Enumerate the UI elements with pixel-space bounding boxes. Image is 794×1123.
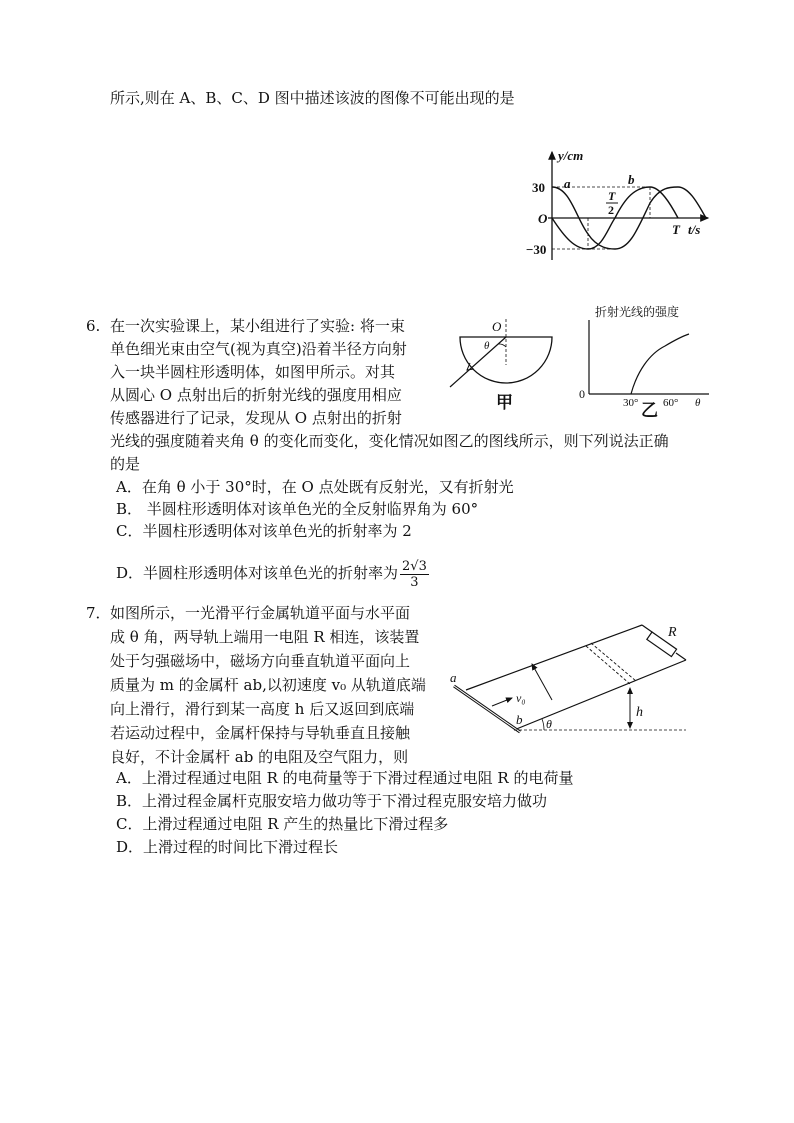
q6-line-6: 光线的强度随着夹角 θ 的变化而变化，变化情况如图乙的图线所示，则下列说法正确 [110, 432, 669, 450]
q6-option-d-denominator: 3 [410, 574, 419, 590]
yi-tick-60: 60° [663, 397, 679, 409]
yi-x-var: θ [695, 397, 701, 409]
q6-option-d-text: D．半圆柱形透明体对该单色光的折射率为 [116, 564, 399, 582]
q7-option-a: A．上滑过程通过电阻 R 的电荷量等于下滑过程通过电阻 R 的电荷量 [116, 769, 574, 787]
resistor-label: R [668, 625, 677, 640]
yi-tick-30: 30° [623, 397, 639, 409]
wave-half-period-num: T [608, 189, 616, 203]
wave-x-label: t/s [688, 222, 701, 237]
q7-line-7: 良好，不计金属杆 ab 的电阻及空气阻力，则 [110, 748, 409, 766]
velocity-arrow [492, 698, 512, 706]
q6-number: 6. [86, 317, 101, 335]
field-arrow [532, 664, 552, 700]
yi-curve [631, 334, 689, 394]
q6-line-1: 在一次实验课上，某小组进行了实验: 将一束 [110, 317, 405, 335]
wave-origin: O [538, 211, 548, 226]
q7-line-5: 向上滑行，滑行到某一高度 h 后又返回到底端 [110, 700, 415, 718]
wave-tick-neg30: −30 [526, 242, 547, 257]
q7-line-6: 若运动过程中，金属杆保持与导轨垂直且接触 [110, 724, 411, 742]
incline-angle: θ [546, 717, 552, 731]
jia-label: 甲 [496, 393, 513, 413]
fig-jia-semicircle [440, 315, 560, 415]
wave-y-label: y/cm [558, 148, 584, 163]
wave-label-a: a [564, 176, 571, 191]
q7-option-c: C．上滑过程通过电阻 R 产生的热量比下滑过程多 [116, 815, 449, 833]
q6-option-d-fraction [400, 559, 429, 590]
fig-yi-intensity-chart [575, 302, 715, 422]
rod-label-a: a [450, 670, 457, 685]
q7-number: 7． [86, 604, 111, 622]
q6-option-c: C．半圆柱形透明体对该单色光的折射率为 2 [116, 522, 412, 540]
q6-line-4: 从圆心 O 点射出后的折射光线的强度用相应 [110, 386, 402, 404]
rod-label-b: b [516, 712, 523, 727]
q7-line-1: 如图所示，一光滑平行金属轨道平面与水平面 [110, 604, 411, 622]
velocity-label: v₀ [516, 691, 526, 705]
intro-text: 所示,则在 A、B、C、D 图中描述该波的图像不可能出现的是 [110, 89, 515, 107]
wave-half-period-den: 2 [608, 203, 614, 217]
yi-y-title: 折射光线的强度 [595, 305, 680, 319]
q7-option-d: D．上滑过程的时间比下滑过程长 [116, 838, 339, 856]
q6-option-d-numerator: 2√3 [402, 558, 427, 574]
incident-ray [450, 337, 506, 387]
q7-line-2: 成 θ 角，两导轨上端用一电阻 R 相连，该装置 [110, 628, 420, 646]
height-label: h [636, 705, 643, 720]
q6-option-d [116, 553, 429, 593]
q7-option-b: B．上滑过程金属杆克服安培力做功等于下滑过程克服安培力做功 [116, 792, 548, 810]
jia-point-o: O [492, 319, 502, 334]
q6-line-5: 传感器进行了记录，发现从 O 点射出的折射 [110, 409, 402, 427]
rail-figure [446, 620, 696, 740]
q6-option-a: A．在角 θ 小于 30°时，在 O 点处既有反射光，又有折射光 [116, 478, 514, 496]
wave-label-b: b [628, 172, 635, 187]
yi-origin: 0 [579, 387, 585, 401]
wave-tick-30: 30 [532, 180, 545, 195]
q6-option-b: B． 半圆柱形透明体对该单色光的全反射临界角为 60° [116, 500, 479, 518]
wave-figure [520, 148, 720, 268]
q6-line-2: 单色细光束由空气(视为真空)沿着半径方向射 [110, 340, 407, 358]
q6-line-3: 入一块半圆柱形透明体，如图甲所示。对其 [110, 363, 396, 381]
q6-line-7: 的是 [110, 455, 141, 473]
jia-angle: θ [484, 340, 490, 352]
q7-line-4: 质量为 m 的金属杆 ab,以初速度 v₀ 从轨道底端 [110, 676, 426, 694]
q7-line-3: 处于匀强磁场中，磁场方向垂直轨道平面向上 [110, 652, 411, 670]
yi-label: 乙 [641, 401, 658, 421]
wave-period-label: T [672, 222, 680, 237]
